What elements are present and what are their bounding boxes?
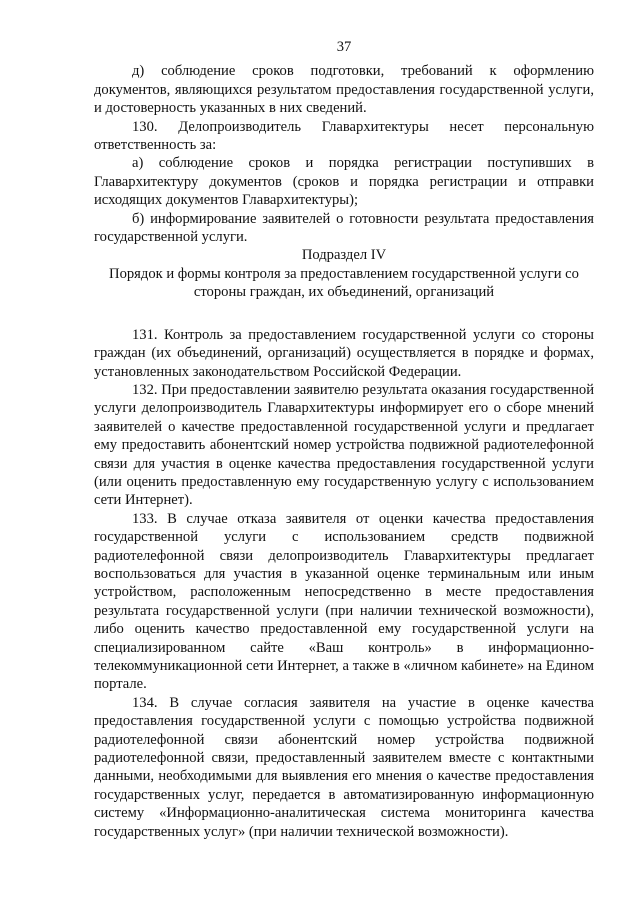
paragraph-132: 132. При предоставлении заявителю результата оказания государственной услуги делопроизводитель Главархитектуры информирует его о сборе мнений заявителей о качестве предоставленной государственной услуги и предлагает ему предоставить абонентский номер устройства подвижной радиотелефонной связи для участия в оценке качества предоставления государственной услуги (или оценить предоставленную ему государственную услугу с использованием сети Интернет). bbox=[94, 381, 595, 509]
subsection-subtitle: Порядок и формы контроля за предоставлением государственной услуги со стороны граждан, их объединений, организаций bbox=[109, 265, 579, 301]
paragraph-133: 133. В случае отказа заявителя от оценки качества предоставления государственной услуги с использованием средств подвижной радиотелефонной связи делопроизводитель Главархитектуры предлагает воспользоваться для участия в указанной оценке терминальным или иным устройством, расположенным непосредственно в месте предоставления результата государственной услуги (при наличии технической возможности), либо оценить качество предоставленной ему государственной услуги на специализированном сайте «Ваш контроль» в информационно-телекоммуникационной сети Интернет, а также в «личном кабинете» на Едином портале. bbox=[94, 510, 594, 693]
paragraph-131: 131. Контроль за предоставлением государственной услуги со стороны граждан (их объединений, организаций) осуществляется в порядке и формах, установленных законодательством Российской Федерации. bbox=[94, 326, 594, 380]
page-number: 37 bbox=[336, 39, 352, 55]
subsection-title: Подраздел IV bbox=[301, 247, 387, 264]
paragraph-130-a: а) соблюдение сроков и порядка регистрации поступивших в Главархитектуру документов (сроков и порядка регистрации и отправки исходящих документов Главархитектуры); bbox=[94, 155, 594, 209]
paragraph-130-b: б) информирование заявителей о готовности результата предоставления государственной услуги. bbox=[94, 210, 594, 246]
paragraph-130: 130. Делопроизводитель Главархитектуры несет персональную ответственность за: bbox=[94, 118, 594, 154]
paragraph-d-requirements: д) соблюдение сроков подготовки, требований к оформлению документов, являющихся результатом предоставления государственной услуги, и достоверность указанных в них сведений. bbox=[94, 63, 594, 117]
paragraph-134: 134. В случае согласия заявителя на участие в оценке качества предоставления государственной услуги с помощью устройства подвижной радиотелефонной связи абонентский номер устройства подвижной радиотелефонной связи, предоставленный заявителем вместе с контактными данными, необходимыми для выявления его мнения о качестве предоставления государственных услуг, передается в автоматизированную информационную систему «Информационно-аналитическая система мониторинга качества государственных услуг» (при наличии технической возможности). bbox=[94, 694, 594, 840]
